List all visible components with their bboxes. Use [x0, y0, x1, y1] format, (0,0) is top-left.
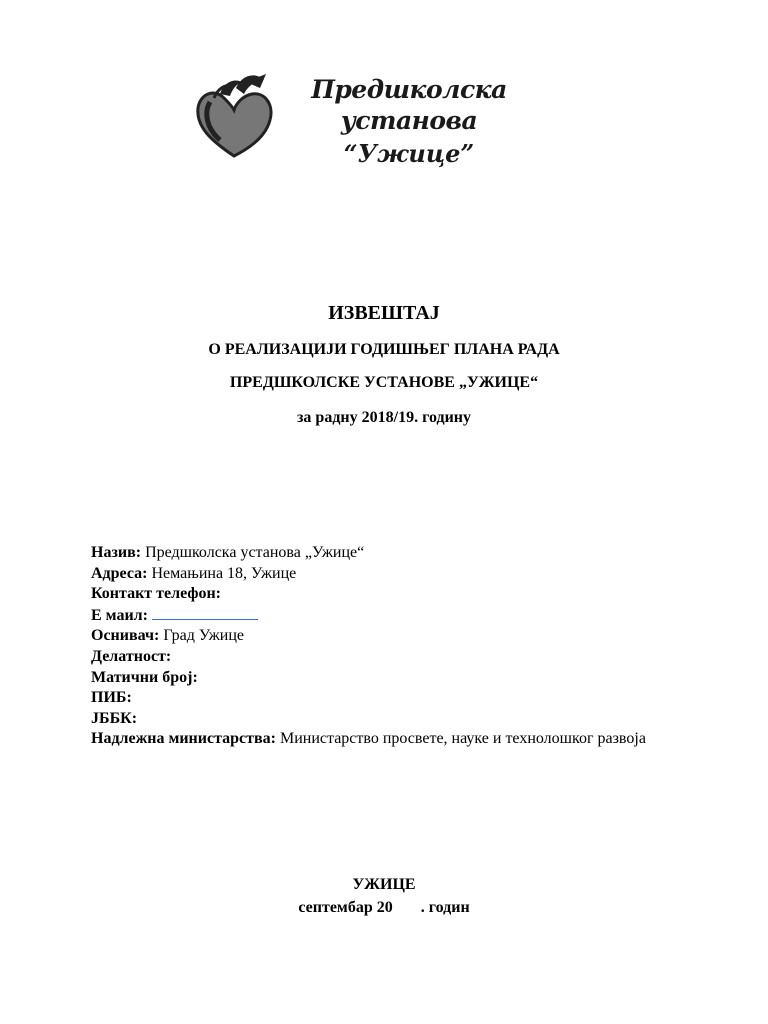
info-row-founder: [91, 626, 671, 647]
document-subtitle-3: за радну 2018/19. годину: [296, 409, 472, 426]
founder-label: Оснивач:: [91, 627, 160, 645]
info-row-address: [91, 564, 671, 585]
info-row-pib: [91, 688, 671, 709]
footer-date-part-1: септембар 20: [298, 899, 393, 916]
address-label: Адреса:: [91, 564, 148, 582]
name-label: Назив:: [91, 544, 142, 561]
footer-date: [0, 899, 768, 917]
ministry-value: Министарство просвете, науке и технолошког развоја: [275, 730, 646, 748]
address-value: Немањина 18, Ужице: [147, 564, 297, 582]
institution-logo: [180, 62, 540, 174]
ministry-label: Надлежна министарства:: [91, 730, 276, 748]
footer-date-part-2: . годин: [420, 899, 470, 916]
info-row-name: [91, 543, 671, 564]
info-row-email: [91, 605, 671, 627]
document-title: ИЗВЕШТАЈ: [328, 302, 440, 324]
founder-value: Град Ужице: [159, 627, 245, 645]
logo-text: [278, 74, 540, 169]
jbbk-label: ЈББК:: [91, 709, 138, 727]
document-subtitle-1: О РЕАЛИЗАЦИЈИ ГОДИШЊЕГ ПЛАНА РАДА: [208, 341, 560, 358]
email-label: Е маил:: [91, 606, 148, 624]
email-link-field[interactable]: [152, 605, 258, 620]
logo-line-1: Предшколска установа: [311, 75, 507, 136]
info-row-ministry: [91, 729, 671, 750]
institution-info: [91, 543, 671, 750]
reg-number-label: Матични број:: [91, 668, 198, 686]
activity-label: Делатност:: [91, 647, 172, 665]
pib-label: ПИБ:: [91, 689, 132, 707]
info-row-phone: [91, 584, 671, 605]
footer-city: УЖИЦЕ: [352, 876, 416, 893]
document-subtitle-2: ПРЕДШКОЛСКЕ УСТАНОВЕ „УЖИЦЕ“: [229, 374, 539, 391]
logo-line-2: “Ужице”: [343, 138, 475, 168]
info-row-jbbk: [91, 709, 671, 730]
info-row-reg-number: [91, 668, 671, 689]
name-value: Предшколска установа „Ужице“: [141, 544, 365, 561]
heart-bird-logo-icon: [190, 68, 280, 168]
info-row-activity: [91, 647, 671, 668]
phone-label: Контакт телефон:: [91, 585, 222, 603]
